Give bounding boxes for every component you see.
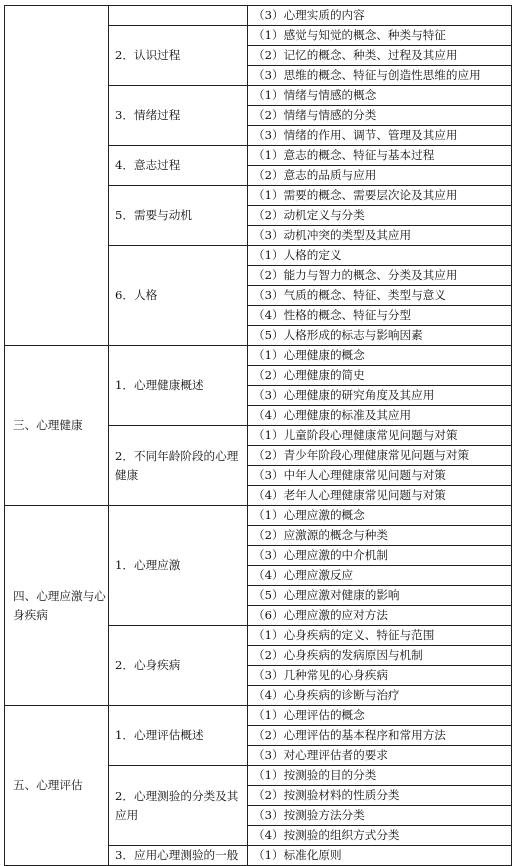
point-cell: （4）按测验的组织方式分类 (248, 826, 512, 846)
point-cell: （2）应激源的概念与种类 (248, 526, 512, 546)
point-cell: （2）心理健康的简史 (248, 366, 512, 386)
point-cell: （1）意志的概念、特征与基本过程 (248, 146, 512, 166)
unit-cell: 三、心理健康 (5, 346, 109, 506)
point-cell: （3）对心理评估者的要求 (248, 746, 512, 766)
unit-cell: 五、心理评估 (5, 706, 109, 866)
topic-cell: 5．需要与动机 (109, 186, 248, 246)
point-cell: （3）气质的概念、特征、类型与意义 (248, 286, 512, 306)
table-row (5, 6, 512, 26)
point-cell: （2）心身疾病的发病原因与机制 (248, 646, 512, 666)
syllabus-table-body (5, 6, 512, 866)
point-cell: （4）心理应激反应 (248, 566, 512, 586)
point-cell: （3）几种常见的心身疾病 (248, 666, 512, 686)
table-row (5, 706, 512, 726)
topic-cell: 2．心身疾病 (109, 626, 248, 706)
point-cell: （5）人格形成的标志与影响因素 (248, 326, 512, 346)
point-cell: （1）标准化原则 (248, 846, 512, 866)
point-cell: （2）心理评估的基本程序和常用方法 (248, 726, 512, 746)
table-row (5, 346, 512, 366)
point-cell: （1）需要的概念、需要层次论及其应用 (248, 186, 512, 206)
topic-cell: 1．心理健康概述 (109, 346, 248, 426)
topic-cell: 2．不同年龄阶段的心理健康 (109, 426, 248, 506)
topic-cell: 2．认识过程 (109, 26, 248, 86)
table-row (5, 506, 512, 526)
topic-cell: 2．心理测验的分类及其应用 (109, 766, 248, 846)
point-cell: （3）心理健康的研究角度及其应用 (248, 386, 512, 406)
point-cell: （4）心身疾病的诊断与治疗 (248, 686, 512, 706)
point-cell: （5）心理应激对健康的影响 (248, 586, 512, 606)
topic-cell: 6．人格 (109, 246, 248, 346)
unit-cell: 四、心理应激与心身疾病 (5, 506, 109, 706)
point-cell: （2）动机定义与分类 (248, 206, 512, 226)
point-cell: （4）心理健康的标准及其应用 (248, 406, 512, 426)
point-cell: （1）儿童阶段心理健康常见问题与对策 (248, 426, 512, 446)
point-cell: （6）心理应激的应对方法 (248, 606, 512, 626)
point-cell: （3）情绪的作用、调节、管理及其应用 (248, 126, 512, 146)
point-cell: （1）感觉与知觉的概念、种类与特征 (248, 26, 512, 46)
point-cell: （3）按测验方法分类 (248, 806, 512, 826)
point-cell: （1）心理评估的概念 (248, 706, 512, 726)
syllabus-table (4, 5, 512, 866)
topic-cell-continued (109, 6, 248, 26)
point-cell: （1）人格的定义 (248, 246, 512, 266)
point-cell: （1）心身疾病的定义、特征与范围 (248, 626, 512, 646)
point-cell: （2）能力与智力的概念、分类及其应用 (248, 266, 512, 286)
point-cell: （3）心理应激的中介机制 (248, 546, 512, 566)
topic-cell: 1．心理评估概述 (109, 706, 248, 766)
point-cell: （1）情绪与情感的概念 (248, 86, 512, 106)
point-cell: （3）思维的概念、特征与创造性思维的应用 (248, 66, 512, 86)
topic-cell: 1．心理应激 (109, 506, 248, 626)
point-cell: （1）心理应激的概念 (248, 506, 512, 526)
point-cell: （2）青少年阶段心理健康常见问题与对策 (248, 446, 512, 466)
point-cell: （2）意志的品质与应用 (248, 166, 512, 186)
point-cell: （4）老年人心理健康常见问题与对策 (248, 486, 512, 506)
point-cell: （4）性格的概念、特征与分型 (248, 306, 512, 326)
point-cell: （2）按测验材料的性质分类 (248, 786, 512, 806)
point-cell: （2）记忆的概念、种类、过程及其应用 (248, 46, 512, 66)
point-cell: （3）动机冲突的类型及其应用 (248, 226, 512, 246)
topic-cell: 3．情绪过程 (109, 86, 248, 146)
unit-cell-continued (5, 6, 109, 346)
point-cell: （1）心理健康的概念 (248, 346, 512, 366)
point-cell: （1）按测验的目的分类 (248, 766, 512, 786)
point-cell: （2）情绪与情感的分类 (248, 106, 512, 126)
topic-cell: 3．应用心理测验的一般 (109, 846, 248, 866)
topic-cell: 4．意志过程 (109, 146, 248, 186)
point-cell: （3）心理实质的内容 (248, 6, 512, 26)
point-cell: （3）中年人心理健康常见问题与对策 (248, 466, 512, 486)
